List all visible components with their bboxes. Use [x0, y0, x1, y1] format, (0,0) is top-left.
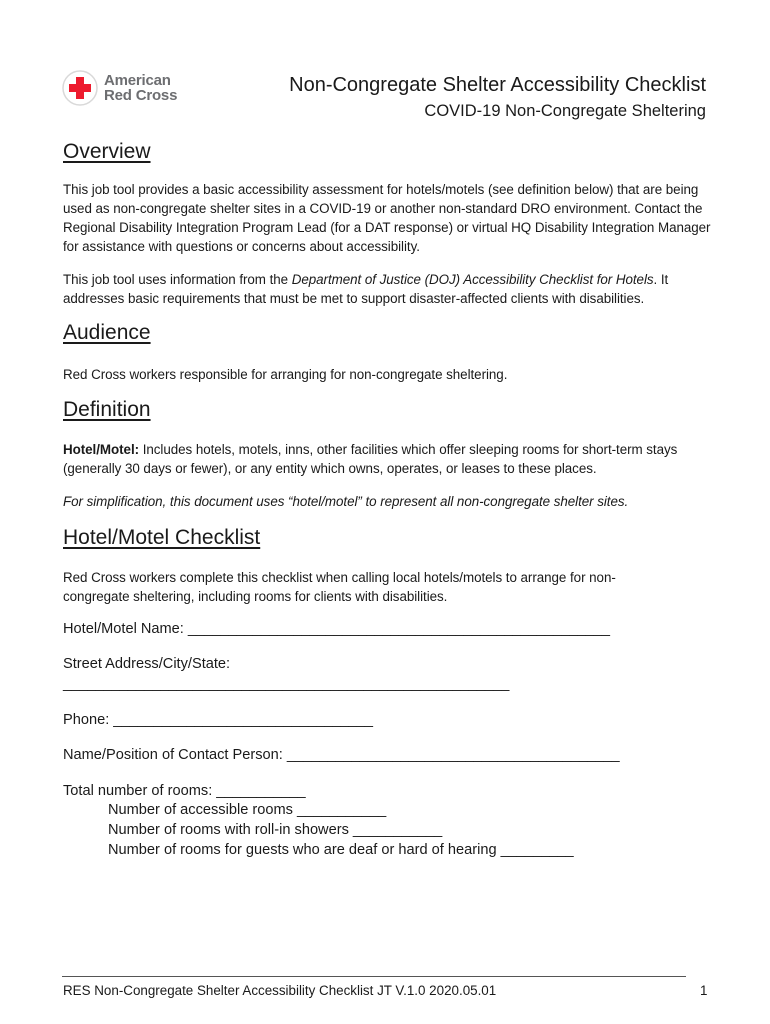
definition-term: Hotel/Motel: [63, 442, 140, 457]
deaf-hoh-rooms-field[interactable]: Number of rooms for guests who are deaf or hard of hearing _________ [108, 842, 574, 858]
american-red-cross-logo [62, 68, 192, 108]
checklist-heading: Hotel/Motel Checklist [63, 526, 261, 549]
audience-text: Red Cross workers responsible for arranging for non-congregate sheltering. [63, 367, 508, 382]
logo-line-2: Red Cross [104, 87, 178, 104]
street-address-field[interactable]: _______________________________________________________ [63, 676, 510, 692]
audience-heading: Audience [63, 321, 151, 344]
overview-p2-after: . It addresses basic requirements that must be met to support disaster-affected clients with disabilities. [63, 272, 669, 306]
overview-p1-text: This job tool provides a basic accessibility assessment for hotels/motels (see definition below) that are being used as non-congregate shelter sites in a COVID-19 or another non-standard DRO environment. Contact the Regional Disability Integration Program Lead (for a DAT response) or virtual HQ Disability Integration Manager for assistance with questions or concerns about accessibility. [63, 182, 711, 254]
red-cross-icon [62, 70, 98, 106]
document-title: Non-Congregate Shelter Accessibility Checklist [289, 74, 706, 96]
definition-paragraph [63, 440, 713, 478]
definition-text: Includes hotels, motels, inns, other facilities which offer sleeping rooms for short-term stays (generally 30 days or fewer), or any entity which owns, operates, or leases to these places. [63, 442, 678, 476]
overview-p2-before: This job tool uses information from the [63, 272, 292, 287]
document-subtitle: COVID-19 Non-Congregate Sheltering [424, 102, 706, 120]
roll-in-shower-rooms-field[interactable]: Number of rooms with roll-in showers ___________ [108, 822, 443, 838]
definition-heading: Definition [63, 398, 151, 421]
hotel-name-field[interactable]: Hotel/Motel Name: ____________________________________________________ [63, 621, 610, 637]
total-rooms-field[interactable]: Total number of rooms: ___________ [63, 783, 306, 799]
footer-document-id: RES Non-Congregate Shelter Accessibility Checklist JT V.1.0 2020.05.01 [63, 983, 497, 998]
footer-divider [62, 976, 686, 977]
logo-line-1: American [104, 72, 171, 89]
checklist-intro: Red Cross workers complete this checklist when calling local hotels/motels to arrange for non-congregate sheltering, including rooms for clients with disabilities. [63, 570, 616, 604]
definition-note: For simplification, this document uses “hotel/motel” to represent all non-congregate shelter sites. [63, 494, 629, 509]
overview-paragraph-2 [63, 270, 713, 308]
logo-wordmark [104, 73, 177, 103]
phone-field[interactable]: Phone: ________________________________ [63, 712, 374, 728]
accessible-rooms-field[interactable]: Number of accessible rooms ___________ [108, 802, 387, 818]
street-address-label: Street Address/City/State: [63, 656, 231, 672]
page-number: 1 [700, 983, 708, 998]
overview-heading: Overview [63, 140, 151, 163]
contact-person-field[interactable]: Name/Position of Contact Person: _________________________________________ [63, 747, 620, 763]
doj-checklist-reference: Department of Justice (DOJ) Accessibility Checklist for Hotels [291, 272, 654, 287]
overview-paragraph-1 [63, 180, 713, 256]
